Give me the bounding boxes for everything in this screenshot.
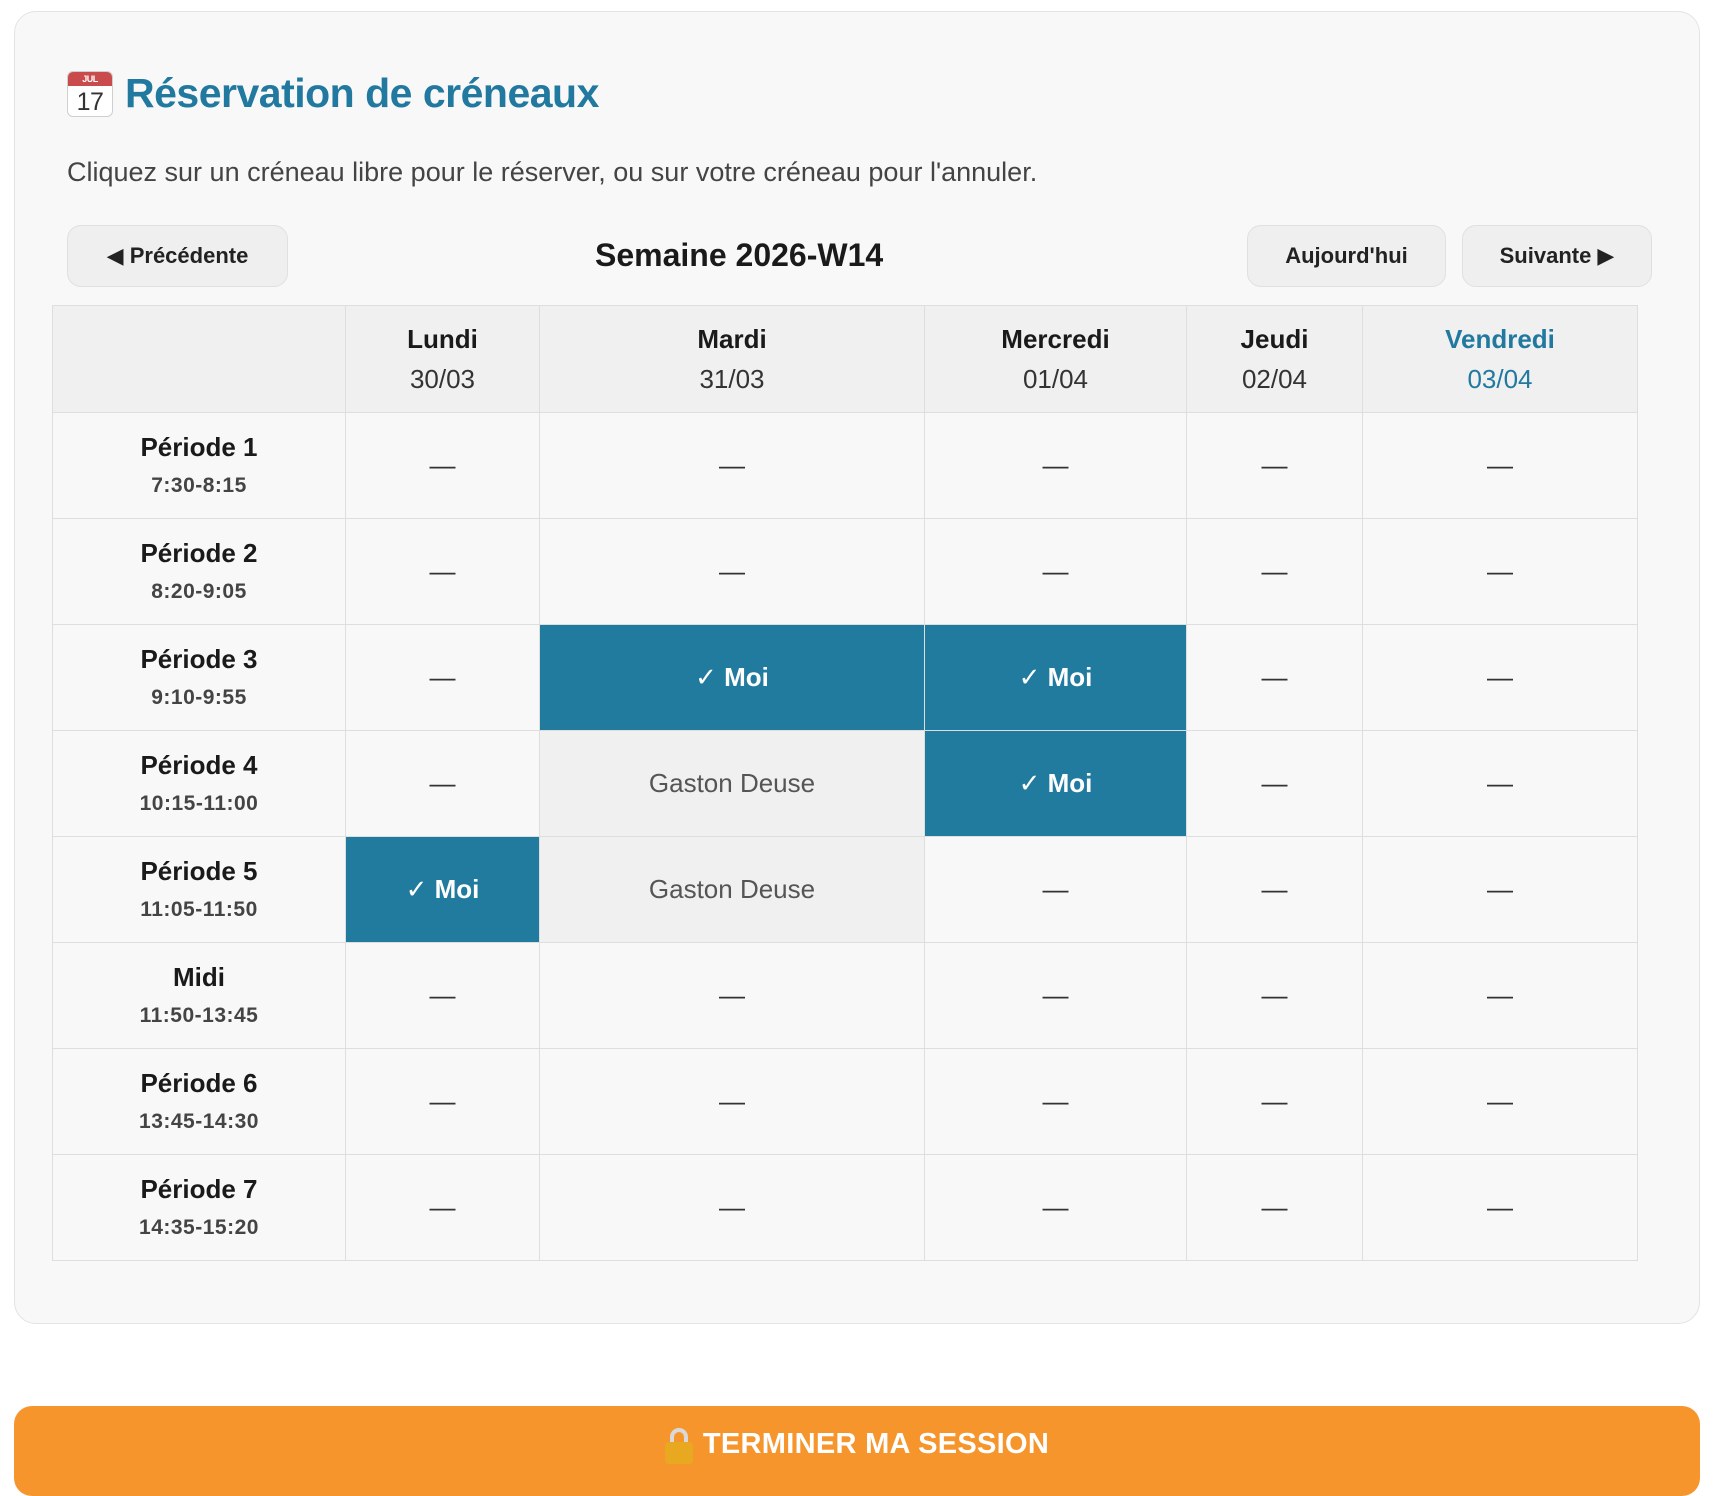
slot-free[interactable]: — — [346, 625, 540, 731]
period-name: Période 7 — [140, 1173, 258, 1204]
week-label: Semaine 2026-W14 — [595, 237, 884, 273]
period-row — [53, 625, 1638, 731]
slot-free[interactable]: — — [1363, 837, 1638, 943]
period-name: Midi — [173, 961, 225, 992]
slot-free[interactable]: — — [540, 413, 925, 519]
period-name: Période 3 — [140, 643, 258, 674]
slot-mine[interactable]: ✓ Moi — [346, 837, 540, 943]
day-name: Lundi — [407, 324, 478, 354]
slot-free[interactable]: — — [1187, 413, 1363, 519]
day-header-jeudi — [1187, 306, 1363, 413]
period-time: 9:10-9:55 — [151, 685, 247, 709]
corner-cell — [53, 306, 346, 413]
slot-other: Gaston Deuse — [540, 731, 925, 837]
slot-free[interactable]: — — [1187, 837, 1363, 943]
slot-free[interactable]: — — [346, 519, 540, 625]
period-time: 8:20-9:05 — [151, 579, 247, 603]
slot-free[interactable]: — — [346, 1155, 540, 1261]
period-time: 10:15-11:00 — [139, 791, 259, 815]
day-date: 02/04 — [1241, 364, 1308, 394]
end-session-label: TERMINER MA SESSION — [702, 1428, 1050, 1460]
period-label-cell — [53, 625, 346, 731]
day-name: Mercredi — [1001, 324, 1110, 354]
previous-week-button[interactable]: ◀ Précédente — [67, 225, 288, 287]
schedule-header-row — [53, 306, 1638, 413]
period-name: Période 4 — [140, 749, 258, 780]
day-date: 01/04 — [1022, 364, 1089, 394]
period-name: Période 6 — [140, 1067, 258, 1098]
period-label-cell — [53, 519, 346, 625]
period-name: Période 2 — [140, 537, 258, 568]
slot-mine[interactable]: ✓ Moi — [540, 625, 925, 731]
period-name: Période 1 — [140, 431, 258, 462]
lock-icon — [665, 1428, 693, 1464]
day-header-vendredi — [1363, 306, 1638, 413]
slot-free[interactable]: — — [346, 1049, 540, 1155]
period-label-cell — [53, 1155, 346, 1261]
slot-free[interactable]: — — [925, 1049, 1187, 1155]
next-week-button[interactable]: Suivante ▶ — [1462, 225, 1652, 287]
period-time: 11:05-11:50 — [140, 897, 258, 921]
slot-free[interactable]: — — [1363, 1049, 1638, 1155]
period-row — [53, 731, 1638, 837]
slot-free[interactable]: — — [1363, 943, 1638, 1049]
day-date: 30/03 — [409, 364, 476, 394]
period-label-cell — [53, 1049, 346, 1155]
calendar-icon-day: 17 — [76, 87, 104, 116]
calendar-icon-month: JUL — [68, 72, 112, 86]
calendar-icon — [67, 71, 113, 117]
period-time: 7:30-8:15 — [151, 473, 247, 497]
schedule-body — [53, 413, 1638, 1261]
slot-free[interactable]: — — [1187, 943, 1363, 1049]
day-date: 03/04 — [1467, 364, 1533, 394]
slot-free[interactable]: — — [1187, 519, 1363, 625]
slot-free[interactable]: — — [925, 1155, 1187, 1261]
slot-free[interactable]: — — [346, 943, 540, 1049]
slot-free[interactable]: — — [1363, 731, 1638, 837]
slot-free[interactable]: — — [1363, 519, 1638, 625]
page-title-text: Réservation de créneaux — [125, 70, 599, 116]
period-time: 14:35-15:20 — [139, 1215, 259, 1239]
period-label-cell — [53, 731, 346, 837]
slot-free[interactable]: — — [540, 519, 925, 625]
slot-free[interactable]: — — [1363, 625, 1638, 731]
schedule-table — [52, 305, 1638, 1261]
slot-free[interactable]: — — [1363, 1155, 1638, 1261]
slot-mine[interactable]: ✓ Moi — [925, 731, 1187, 837]
period-label-cell — [53, 837, 346, 943]
slot-free[interactable]: — — [1187, 731, 1363, 837]
slot-free[interactable]: — — [1187, 1049, 1363, 1155]
period-row — [53, 837, 1638, 943]
slot-free[interactable]: — — [540, 943, 925, 1049]
period-time: 13:45-14:30 — [139, 1109, 259, 1133]
slot-free[interactable]: — — [925, 413, 1187, 519]
slot-free[interactable]: — — [1187, 625, 1363, 731]
day-date: 31/03 — [699, 364, 765, 394]
today-button[interactable]: Aujourd'hui — [1247, 225, 1446, 287]
day-header-lundi — [346, 306, 540, 413]
day-name: Mardi — [697, 324, 767, 354]
slot-free[interactable]: — — [540, 1049, 925, 1155]
slot-free[interactable]: — — [925, 943, 1187, 1049]
day-header-mercredi — [925, 306, 1187, 413]
period-row — [53, 943, 1638, 1049]
period-row — [53, 1155, 1638, 1261]
period-label-cell — [53, 943, 346, 1049]
slot-free[interactable]: — — [925, 519, 1187, 625]
slot-mine[interactable]: ✓ Moi — [925, 625, 1187, 731]
period-time: 11:50-13:45 — [139, 1003, 259, 1027]
period-row — [53, 413, 1638, 519]
slot-free[interactable]: — — [540, 1155, 925, 1261]
slot-free[interactable]: — — [925, 837, 1187, 943]
day-name: Vendredi — [1445, 324, 1555, 354]
page-subtitle: Cliquez sur un créneau libre pour le réserver, ou sur votre créneau pour l'annuler. — [67, 157, 1038, 187]
day-name: Jeudi — [1240, 324, 1309, 354]
period-name: Période 5 — [140, 855, 258, 886]
slot-free[interactable]: — — [1363, 413, 1638, 519]
day-header-mardi — [540, 306, 925, 413]
period-row — [53, 1049, 1638, 1155]
slot-free[interactable]: — — [1187, 1155, 1363, 1261]
page-title — [67, 70, 599, 117]
period-label-cell — [53, 413, 346, 519]
slot-other: Gaston Deuse — [540, 837, 925, 943]
slot-free[interactable]: — — [346, 413, 540, 519]
end-session-button[interactable] — [14, 1406, 1700, 1496]
period-row — [53, 519, 1638, 625]
slot-free[interactable]: — — [346, 731, 540, 837]
